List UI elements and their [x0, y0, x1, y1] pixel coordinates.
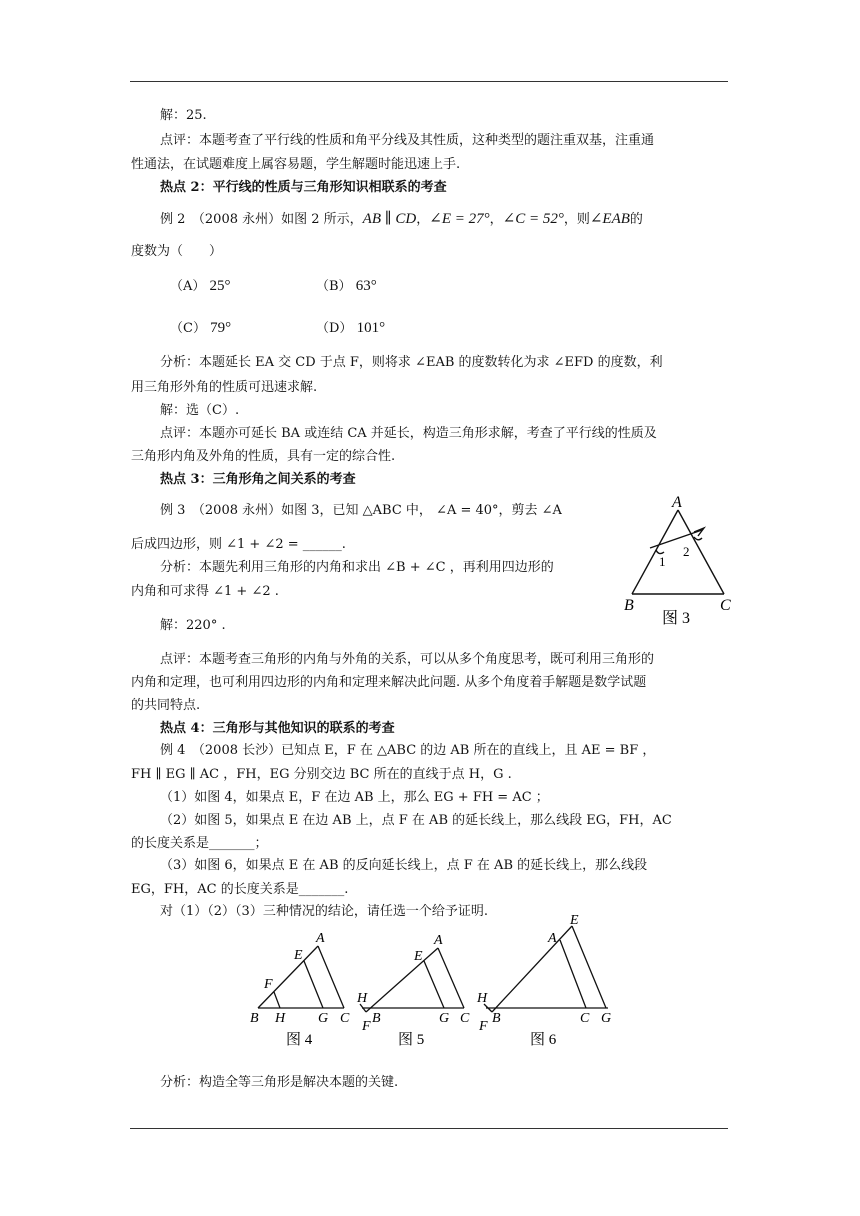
fig3-side-ab	[632, 510, 678, 594]
option-c-label: （C）	[170, 321, 206, 336]
comment-2-line-2: 三角形内角及外角的性质，具有一定的综合性.	[131, 449, 396, 464]
example-2-math-angle-eab: ∠EAB	[589, 211, 630, 227]
example-2-text-a: 例 2 （2008 永州）如图 2 所示，	[160, 212, 363, 227]
fig5-label-b: B	[372, 1011, 381, 1026]
option-a-label: （A）	[170, 279, 206, 294]
option-d-value: 101°	[356, 320, 386, 336]
fig4-label-a: A	[316, 931, 325, 946]
hot-3-title: 热点 3：三角形角之间关系的考查	[160, 472, 356, 487]
fig6-label-e: E	[570, 913, 579, 928]
comment-2-line-1: 点评：本题亦可延长 BA 或连结 CA 并延长，构造三角形求解，考查了平行线的性质及	[160, 426, 657, 441]
solution-2: 解：选（C）.	[160, 403, 240, 418]
fig4-line-fh	[274, 992, 280, 1008]
fig6-label-b: B	[492, 1011, 501, 1026]
fig5-caption: 图 5	[398, 1032, 425, 1048]
analysis-3-line-1: 分析：本题先利用三角形的内角和求出 ∠B + ∠C ，再利用四边形的	[160, 560, 554, 575]
fig5-label-a: A	[434, 933, 443, 948]
analysis-2-line-2: 用三角形外角的性质可迅速求解.	[131, 380, 318, 395]
fig4-label-b: B	[250, 1011, 259, 1026]
figure-3	[612, 494, 742, 628]
fig6-label-g: G	[601, 1011, 612, 1026]
fig4-side-ac	[318, 946, 344, 1008]
fig3-arc-2	[694, 537, 702, 540]
fig5-line-eg	[424, 961, 444, 1008]
fig4-label-c: C	[340, 1011, 350, 1026]
fig3-label-b: B	[624, 597, 634, 614]
solution-1: 解：25.	[160, 108, 207, 123]
example-2-text-c: 的	[629, 212, 643, 227]
option-d-label: （D）	[316, 321, 353, 336]
example-2-line-2: 度数为（ ）	[131, 244, 223, 259]
comment-3-line-2: 内角和定理，也可利用四边形的内角和定理来解决此问题. 从多个角度着手解题是数学试题	[131, 675, 647, 690]
example-3-line-1: 例 3 （2008 永州）如图 3，已知 △ABC 中， ∠A = 40°，剪去 ∠A	[160, 503, 562, 518]
fig5-label-e: E	[414, 949, 423, 964]
example-4-line-2: FH ∥ EG ∥ AC ，FH，EG 分别交边 BC 所在的直线于点 H，G .	[131, 767, 512, 782]
fig6-side-ab-extended	[492, 926, 572, 1012]
fig3-label-a: A	[672, 494, 682, 511]
example-2-math-ab-cd: AB ∥ CD	[362, 211, 417, 227]
fig3-arrow-tip	[694, 528, 704, 536]
fig4-label-e: E	[294, 948, 303, 963]
fig5-label-c: C	[460, 1011, 470, 1026]
example-2-sep-2: ，	[489, 212, 503, 227]
example-2-text-b: ，则	[563, 212, 590, 227]
analysis-3-line-2: 内角和可求得 ∠1 + ∠2 .	[131, 584, 279, 599]
fig6-line-eg	[572, 926, 606, 1008]
example-2-sep-1: ，	[416, 212, 430, 227]
analysis-4: 分析：构造全等三角形是解决本题的关键.	[160, 1075, 399, 1090]
fig6-label-h: H	[477, 991, 488, 1006]
fig3-label-c: C	[720, 597, 731, 614]
fig3-caption: 图 3	[662, 610, 691, 627]
example-4-line-1: 例 4 （2008 长沙）已知点 E，F 在 △ABC 的边 AB 所在的直线上，且 AE = BF ，	[160, 743, 656, 758]
figure-6	[474, 912, 624, 1050]
example-4-task: 对（1）（2）（3）三种情况的结论，请任选一个给予证明.	[160, 904, 488, 919]
option-c	[170, 320, 231, 337]
fig6-label-f: F	[479, 1019, 488, 1034]
fig4-label-g: G	[318, 1011, 329, 1026]
example-4-item-2-line-1: （2）如图 5，如果点 E 在边 AB 上，点 F 在 AB 的延长线上，那么线段 EG，FH，AC	[160, 813, 672, 828]
fig4-label-h: H	[275, 1011, 286, 1026]
option-a-value: 25°	[209, 278, 231, 294]
example-4-item-2-line-2: 的长度关系是_______；	[131, 836, 268, 851]
figure-4	[248, 926, 358, 1048]
figure-5	[354, 926, 474, 1048]
fig5-side-ac	[438, 948, 464, 1008]
footer-rule	[130, 1128, 728, 1129]
fig4-caption: 图 4	[286, 1032, 313, 1048]
fig5-label-f: F	[362, 1019, 371, 1034]
fig5-label-g: G	[439, 1011, 450, 1026]
fig6-label-c: C	[580, 1011, 590, 1026]
option-b-value: 63°	[355, 278, 377, 294]
fig4-label-f: F	[264, 977, 273, 992]
hot-2-title: 热点 2：平行线的性质与三角形知识相联系的考查	[160, 180, 447, 195]
comment-1-line-1: 点评：本题考查了平行线的性质和角平分线及其性质，这种类型的题注重双基，注重通	[160, 133, 655, 148]
comment-3-line-1: 点评：本题考查三角形的内角与外角的关系，可以从多个角度思考，既可利用三角形的	[160, 652, 655, 667]
header-rule	[130, 81, 728, 82]
hot-4-title: 热点 4：三角形与其他知识的联系的考查	[160, 721, 395, 736]
fig3-label-2: 2	[683, 544, 690, 559]
example-4-item-1: （1）如图 4，如果点 E，F 在边 AB 上，那么 EG + FH = AC ；	[160, 790, 549, 805]
fig6-caption: 图 6	[530, 1032, 557, 1048]
option-b	[316, 278, 377, 295]
example-3-line-2: 后成四边形，则 ∠1 + ∠2 = ______.	[131, 537, 346, 552]
example-4-item-3-line-1: （3）如图 6，如果点 E 在 AB 的反向延长线上，点 F 在 AB 的延长线上，那么线段	[160, 858, 648, 873]
example-4-item-3-line-2: EG，FH，AC 的长度关系是_______.	[131, 882, 349, 897]
fig6-label-a: A	[548, 931, 557, 946]
fig5-side-ab-extended	[366, 948, 438, 1012]
option-b-label: （B）	[316, 279, 352, 294]
option-d	[316, 320, 385, 337]
example-2-line-1	[160, 211, 643, 228]
comment-3-line-3: 的共同特点.	[131, 698, 201, 713]
example-2-math-angle-c: ∠C = 52°	[502, 211, 564, 227]
option-c-value: 79°	[210, 320, 232, 336]
example-2-math-angle-e: ∠E = 27°	[429, 211, 490, 227]
analysis-2-line-1: 分析：本题延长 EA 交 CD 于点 F，则将求 ∠EAB 的度数转化为求 ∠EFD 的度数，利	[160, 355, 663, 370]
fig3-label-1: 1	[659, 554, 666, 569]
fig5-label-h: H	[357, 991, 368, 1006]
solution-3: 解：220° .	[160, 618, 226, 633]
comment-1-line-2: 性通法，在试题难度上属容易题，学生解题时能迅速上手.	[131, 157, 461, 172]
fig4-line-eg	[304, 961, 323, 1008]
option-a	[170, 278, 231, 295]
